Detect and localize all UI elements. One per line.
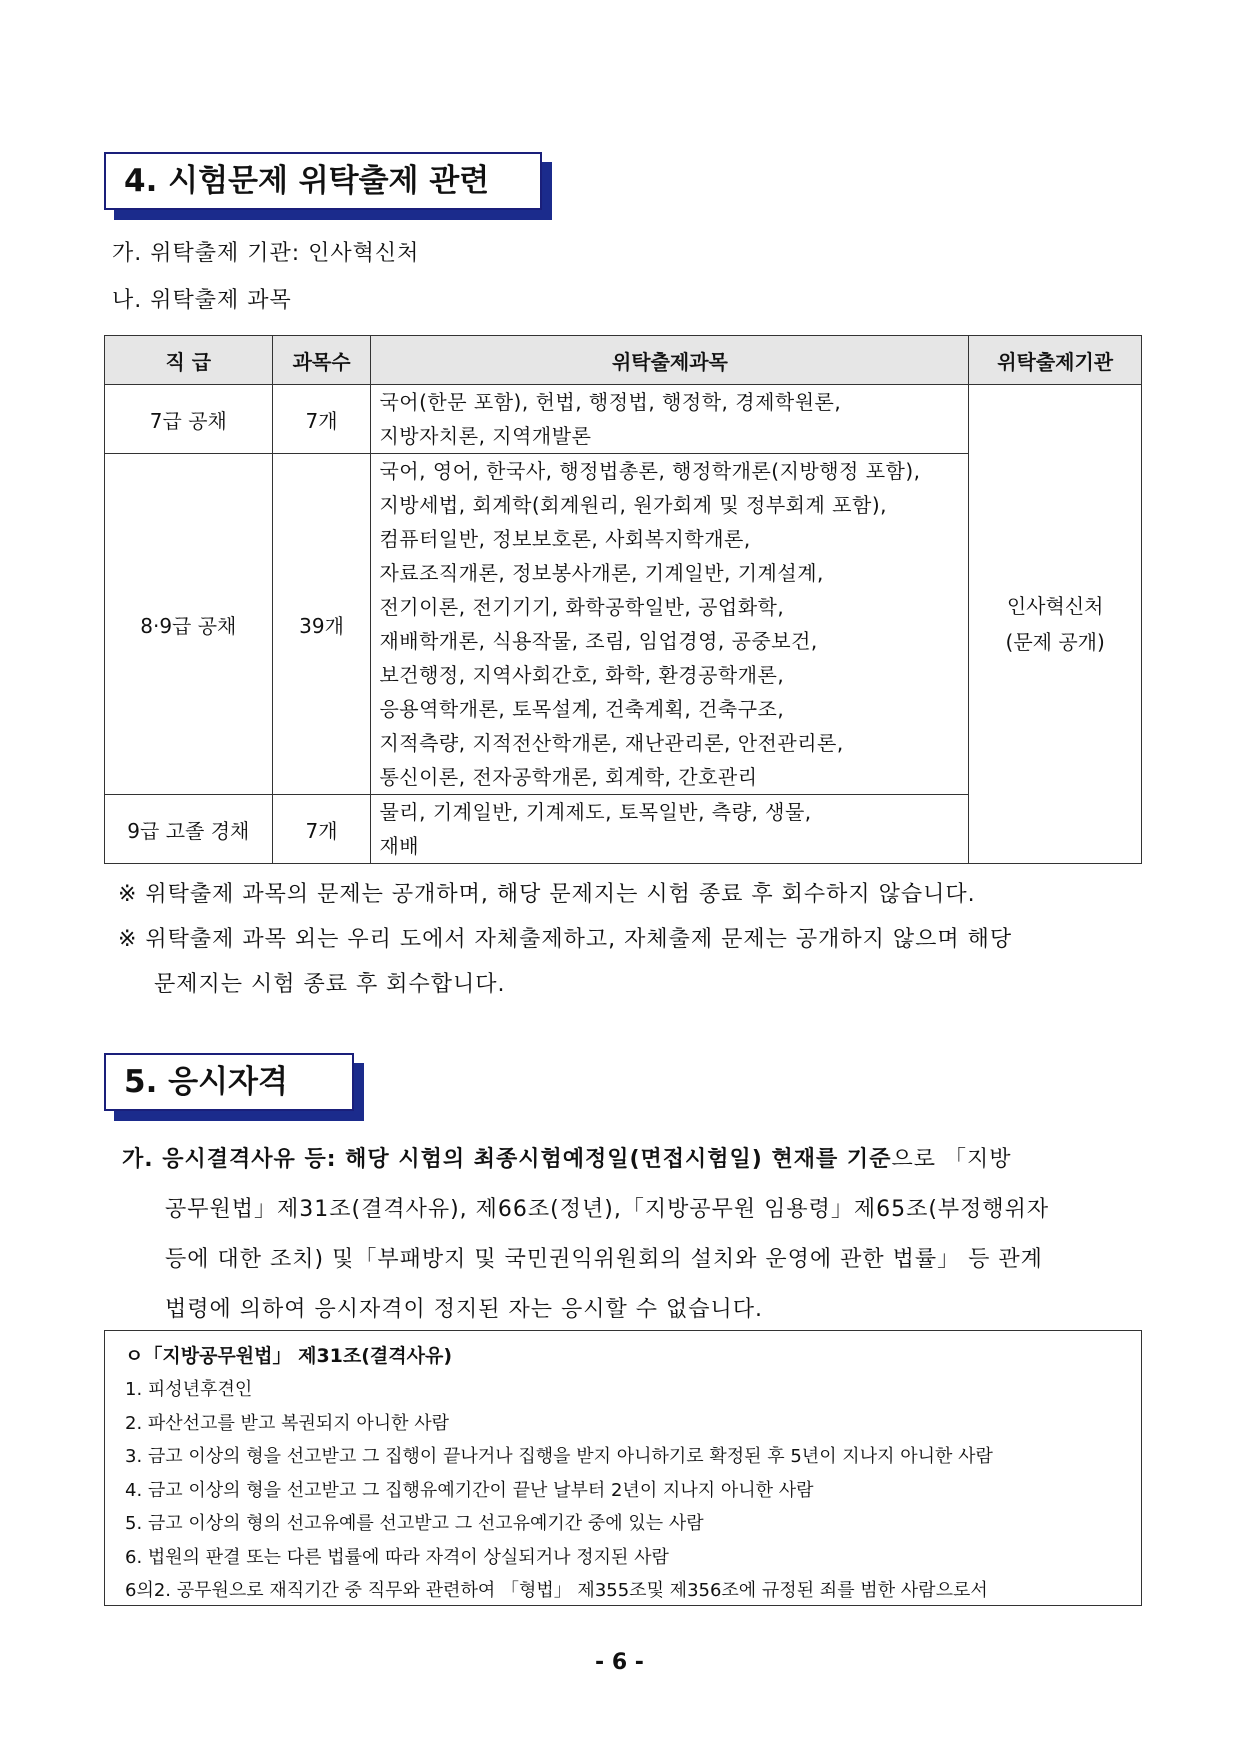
header-count: 과목수 [272,336,371,385]
section-5-title: 5. 응시자격 [124,1063,288,1100]
subject-line: 보건행정, 지역사회간호, 화학, 환경공학개론, [379,663,785,687]
count-cell: 7개 [272,795,371,864]
grade-cell: 7급 공채 [105,385,273,454]
para-line: 공무원법」제31조(결격사유), 제66조(정년),「지방공무원 임용령」제65조(부정행위자 [165,1197,1050,1222]
para-rest: 으로 「지방 [891,1147,1012,1172]
law-item: 1. 피성년후견인 [125,1379,253,1400]
agency-name: 인사혁신처 [1006,594,1104,618]
subject-line: 재배 [379,834,420,858]
item-a-agency: 가. 위탁출제 기관: 인사혁신처 [112,241,420,266]
note-2-line-1: ※ 위탁출제 과목 외는 우리 도에서 자체출제하고, 자체출제 문제는 공개하지 않으며 해당 [118,927,1013,952]
item-b-subjects: 나. 위탁출제 과목 [112,288,292,313]
subject-line: 응용역학개론, 토목설계, 건축계획, 건축구조, [379,697,785,721]
subject-line: 지방자치론, 지역개발론 [379,424,592,448]
section-4-heading [104,152,542,210]
law-item: 3. 금고 이상의 형을 선고받고 그 집행이 끝나거나 집행을 받지 아니하기로 확정된 후 5년이 지나지 아니한 사람 [125,1446,993,1467]
grade-cell: 9급 고졸 경채 [105,795,273,864]
subject-line: 컴퓨터일반, 정보보호론, 사회복지학개론, [379,527,751,551]
section-4-title: 4. 시험문제 위탁출제 관련 [124,162,490,199]
subject-line: 물리, 기계일반, 기계제도, 토목일반, 측량, 생물, [379,800,812,824]
law-item: 5. 금고 이상의 형의 선고유예를 선고받고 그 선고유예기간 중에 있는 사람 [125,1513,704,1534]
eligibility-paragraph [122,1135,1147,1335]
table-header-row [105,336,1142,385]
subject-line: 지적측량, 지적전산학개론, 재난관리론, 안전관리론, [379,731,844,755]
table-row [105,385,1142,454]
para-line: 법령에 의하여 응시자격이 정지된 자는 응시할 수 없습니다. [165,1297,763,1322]
para-first-line [122,1135,1147,1185]
law-item: 6. 법원의 판결 또는 다른 법률에 따라 자격이 상실되거나 정지된 사람 [125,1546,669,1568]
note-1-text: ※ 위탁출제 과목의 문제는 공개하며, 해당 문제지는 시험 종료 후 회수하지 않습니다. [118,882,976,907]
subjects-cell [371,385,969,454]
subject-line: 전기이론, 전기기기, 화학공학일반, 공업화학, [379,595,785,619]
subject-line: 국어(한문 포함), 헌법, 행정법, 행정학, 경제학원론, [379,390,842,414]
agency-cell [969,385,1142,864]
subjects-table [104,335,1142,864]
para-label: 가. 응시결격사유 등: 해당 시험의 최종시험예정일(면접시험일) 현재를 기준 [122,1147,892,1172]
note-2-line-2: 문제지는 시험 종료 후 회수합니다. [154,972,506,997]
header-agency: 위탁출제기관 [969,336,1142,385]
count-cell: 7개 [272,385,371,454]
header-subjects: 위탁출제과목 [371,336,969,385]
subject-line: 지방세법, 회계학(회계원리, 원가회계 및 정부회계 포함), [379,493,887,517]
subjects-cell [371,454,969,795]
header-grade: 직 급 [105,336,273,385]
subject-line: 통신이론, 전자공학개론, 회계학, 간호관리 [379,765,758,789]
law-item: 4. 금고 이상의 형을 선고받고 그 집행유예기간이 끝난 날부터 2년이 지나지 아니한 사람 [125,1479,814,1501]
law-item: 2. 파산선고를 받고 복권되지 아니한 사람 [125,1412,449,1434]
grade-cell: 8·9급 공채 [105,454,273,795]
count-cell: 39개 [272,454,371,795]
law-item: 6의2. 공무원으로 재직기간 중 직무와 관련하여 「형법」 제355조및 제356조에 규정된 죄를 범한 사람으로서 [125,1580,988,1601]
note-2 [118,917,1012,1007]
page-number: - 6 - [595,1650,644,1675]
agency-note: (문제 공개) [1005,630,1105,654]
para-line: 등에 대한 조치) 및「부패방지 및 국민권익위원회의 설치와 운영에 관한 법률」 등 관계 [165,1247,1043,1272]
law-excerpt-box [104,1330,1142,1606]
subjects-cell [371,795,969,864]
section-5-heading [104,1053,354,1111]
law-title: ㅇ「지방공무원법」 제31조(결격사유) [125,1345,453,1367]
subject-line: 국어, 영어, 한국사, 행정법총론, 행정학개론(지방행정 포함), [379,459,921,483]
subject-line: 자료조직개론, 정보봉사개론, 기계일반, 기계설계, [379,561,824,585]
subject-line: 재배학개론, 식용작물, 조림, 임업경영, 공중보건, [379,629,818,653]
note-1 [118,872,976,917]
